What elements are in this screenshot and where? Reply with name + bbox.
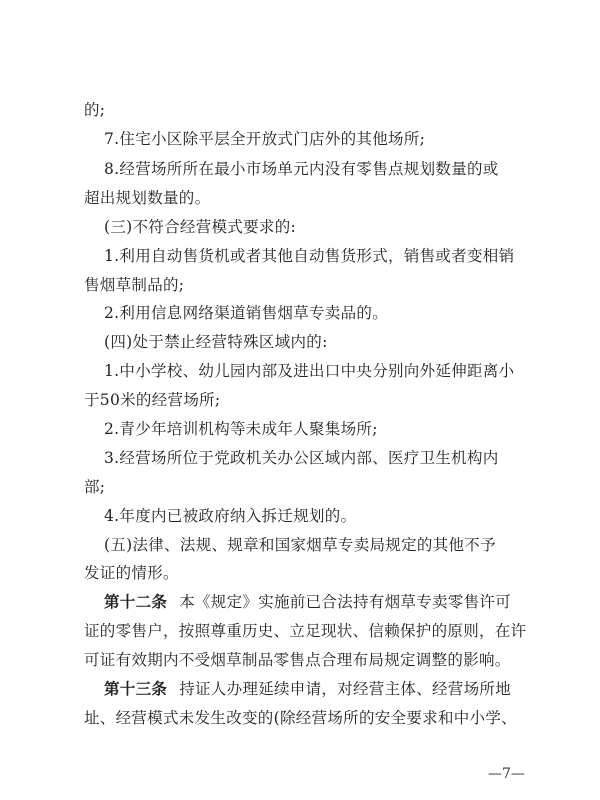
article-13-text: 持证人办理延续申请，对经营主体、经营场所地 bbox=[179, 680, 512, 698]
article-12-heading: 第十二条 bbox=[104, 592, 168, 611]
article-13-line bbox=[104, 678, 600, 700]
text-line: 3.经营场所位于党政机关办公区域内部、医疗卫生机构内 bbox=[104, 449, 499, 467]
article-13-heading: 第十三条 bbox=[104, 679, 168, 698]
text-line: 4.年度内已被政府纳入拆迁规划的。 bbox=[104, 507, 357, 525]
article-12-line bbox=[104, 591, 600, 613]
text-line: 部; bbox=[84, 478, 106, 496]
text-line: (五)法律、法规、规章和国家烟草专卖局规定的其他不予 bbox=[104, 536, 496, 554]
text-line: 证的零售户，按照尊重历史、立足现状、信赖保护的原则，在许 bbox=[84, 622, 527, 640]
text-line: 7.住宅小区除平层全开放式门店外的其他场所; bbox=[104, 130, 426, 148]
text-line: 8.经营场所所在最小市场单元内没有零售点规划数量的或 bbox=[104, 160, 499, 178]
text-line: 发证的情形。 bbox=[84, 564, 179, 582]
text-line: 2.青少年培训机构等未成年人聚集场所; bbox=[104, 420, 378, 438]
page-number: —7— bbox=[488, 766, 525, 782]
text-line: 2.利用信息网络渠道销售烟草专卖品的。 bbox=[104, 304, 388, 322]
text-line: 售烟草制品的; bbox=[84, 276, 185, 294]
article-12-text: 本《规定》实施前已合法持有烟草专卖零售许可 bbox=[179, 593, 512, 611]
text-line: 超出规划数量的。 bbox=[84, 189, 211, 207]
text-line: 1.中小学校、幼儿园内部及进出口中央分别向外延伸距离小 bbox=[104, 362, 515, 380]
text-line: (四)处于禁止经营特殊区域内的: bbox=[104, 333, 328, 351]
text-line: 于50米的经营场所; bbox=[84, 391, 221, 409]
text-line: 可证有效期内不受烟草制品零售点合理布局规定调整的影响。 bbox=[84, 651, 511, 669]
text-line: 的; bbox=[84, 101, 106, 119]
text-line: 1.利用自动售货机或者其他自动售货形式，销售或者变相销 bbox=[104, 247, 515, 265]
text-line: 址、经营模式未发生改变的(除经营场所的安全要求和中小学、 bbox=[84, 709, 517, 727]
text-line: (三)不符合经营模式要求的: bbox=[104, 218, 297, 236]
